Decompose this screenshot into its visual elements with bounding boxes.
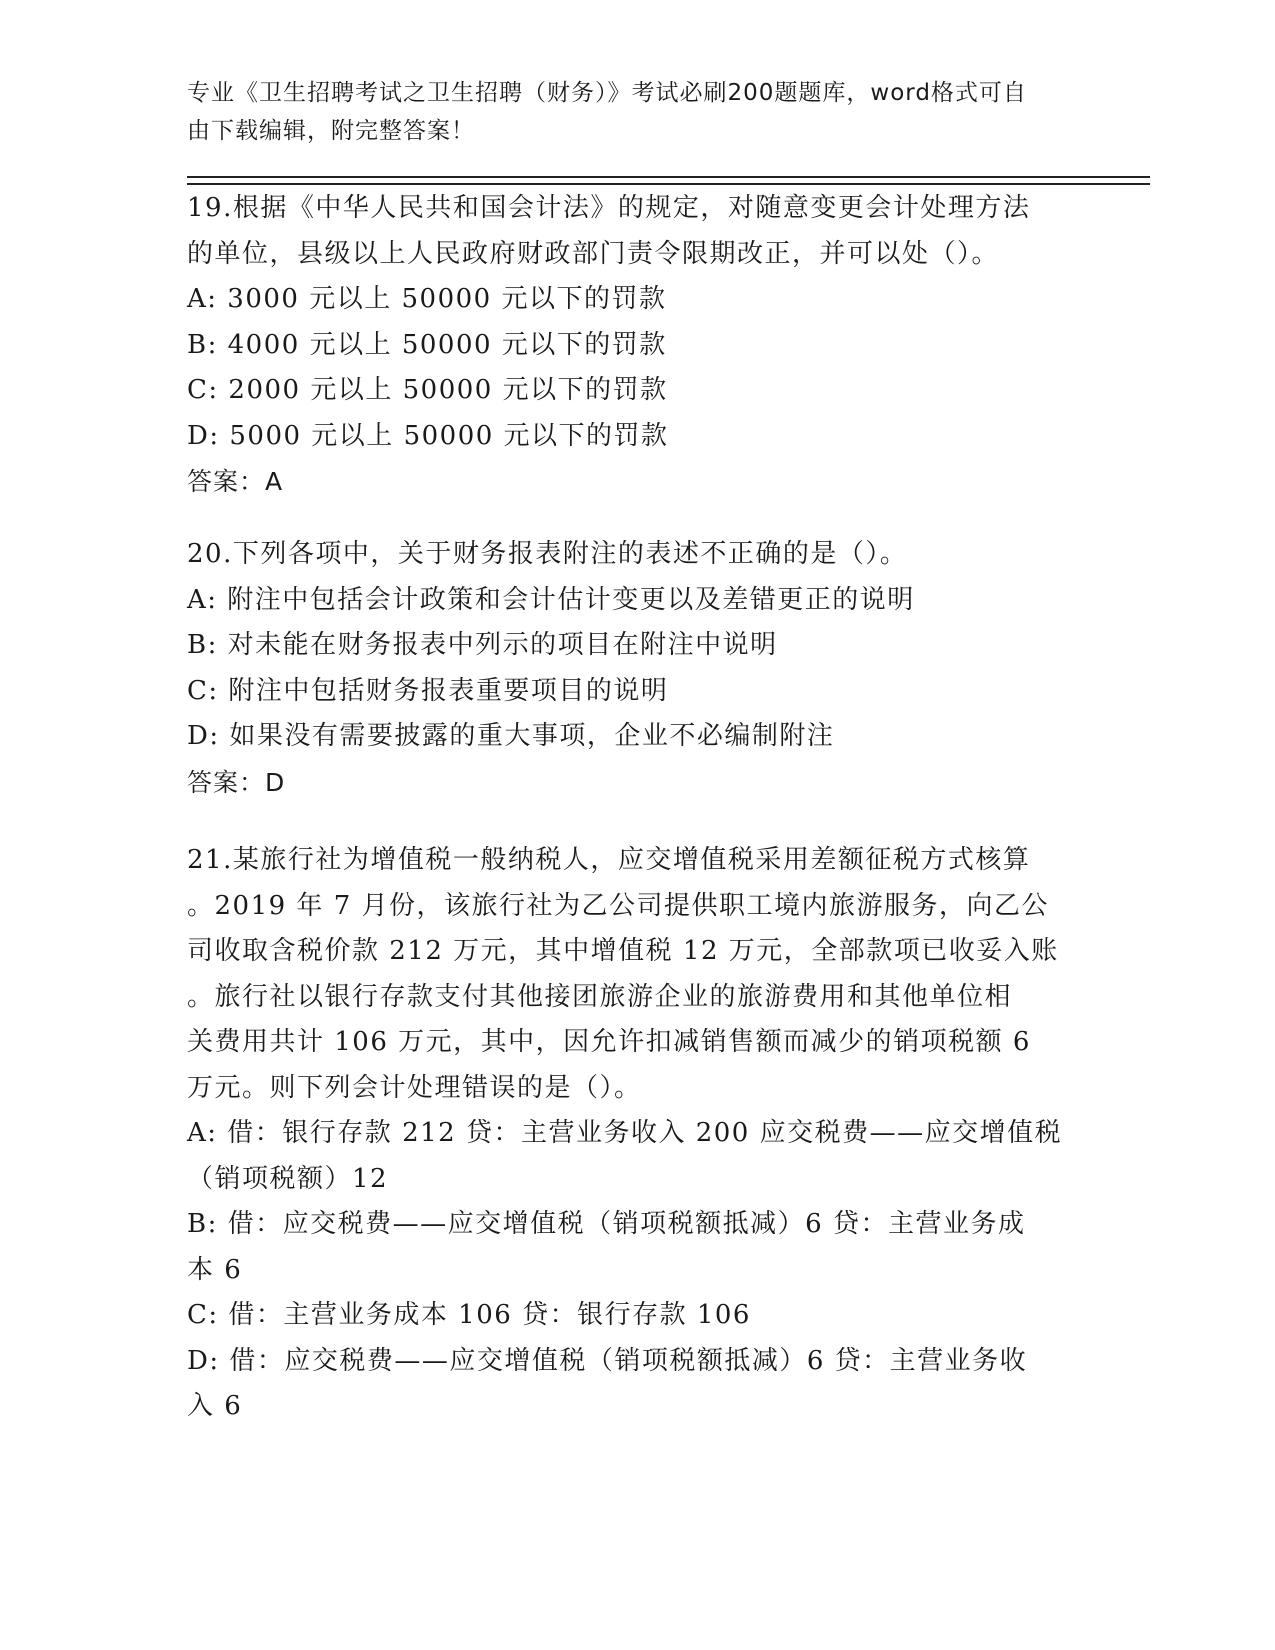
option-a-continued: （销项税额）12: [187, 1163, 389, 1194]
header-divider-top: [187, 176, 1150, 178]
question-text-line: 万元。则下列会计处理错误的是（）。: [187, 1072, 642, 1103]
document-header: [187, 74, 1067, 150]
question-text-line: 20.下列各项中，关于财务报表附注的表述不正确的是（）。: [187, 539, 908, 569]
option-b: B: 4000 元以上 50000 元以下的罚款: [187, 329, 667, 360]
option-a: A: 附注中包括会计政策和会计估计变更以及差错更正的说明: [187, 584, 915, 615]
question-text-line: 19.根据《中华人民共和国会计法》的规定，对随意变更会计处理方法: [187, 193, 1031, 223]
option-d: D: 5000 元以上 50000 元以下的罚款: [187, 420, 669, 451]
question-21: [187, 838, 1067, 1430]
answer-line: 答案：D: [187, 767, 286, 797]
option-b: B: 借：应交税费——应交增值税（销项税额抵减）6 贷：主营业务成: [187, 1209, 1026, 1239]
option-d: D: 如果没有需要披露的重大事项，企业不必编制附注: [187, 721, 835, 751]
question-text-line: 的单位，县级以上人民政府财政部门责令限期改正，并可以处（）。: [187, 238, 1000, 269]
question-text-line: 。旅行社以银行存款支付其他接团旅游企业的旅游费用和其他单位相: [187, 981, 1013, 1012]
header-line-2: 由下载编辑，附完整答案！: [187, 118, 475, 144]
option-b: B: 对未能在财务报表中列示的项目在附注中说明: [187, 630, 778, 660]
option-a: A: 借：银行存款 212 贷：主营业务收入 200 应交税费——应交增值税: [187, 1118, 1063, 1148]
answer-line: 答案：A: [187, 467, 284, 496]
question-text-line: 司收取含税价款 212 万元，其中增值税 12 万元，全部款项已收妥入账: [187, 936, 1059, 966]
question-text-line: 关费用共计 106 万元，其中，因允许扣减销售额而减少的销项税额 6: [187, 1027, 1031, 1057]
option-c: C: 附注中包括财务报表重要项目的说明: [187, 675, 669, 706]
question-text-line: 。2019 年 7 月份，该旅行社为乙公司提供职工境内旅游服务，向乙公: [187, 890, 1050, 921]
header-divider-bottom: [187, 183, 1150, 185]
option-a: A: 3000 元以上 50000 元以下的罚款: [187, 284, 667, 314]
header-line-1: 专业《卫生招聘考试之卫生招聘（财务）》考试必刷200题题库，word格式可自: [187, 80, 1027, 106]
question-20: [187, 532, 1067, 805]
option-d: D: 借：应交税费——应交增值税（销项税额抵减）6 贷：主营业务收: [187, 1345, 1028, 1376]
option-c: C: 借：主营业务成本 106 贷：银行存款 106: [187, 1300, 751, 1330]
question-text-line: 21.某旅行社为增值税一般纳税人，应交增值税采用差额征税方式核算: [187, 845, 1031, 875]
option-c: C: 2000 元以上 50000 元以下的罚款: [187, 375, 668, 405]
option-b-continued: 本 6: [187, 1254, 243, 1285]
option-d-continued: 入 6: [187, 1391, 243, 1421]
question-19: [187, 186, 1067, 505]
